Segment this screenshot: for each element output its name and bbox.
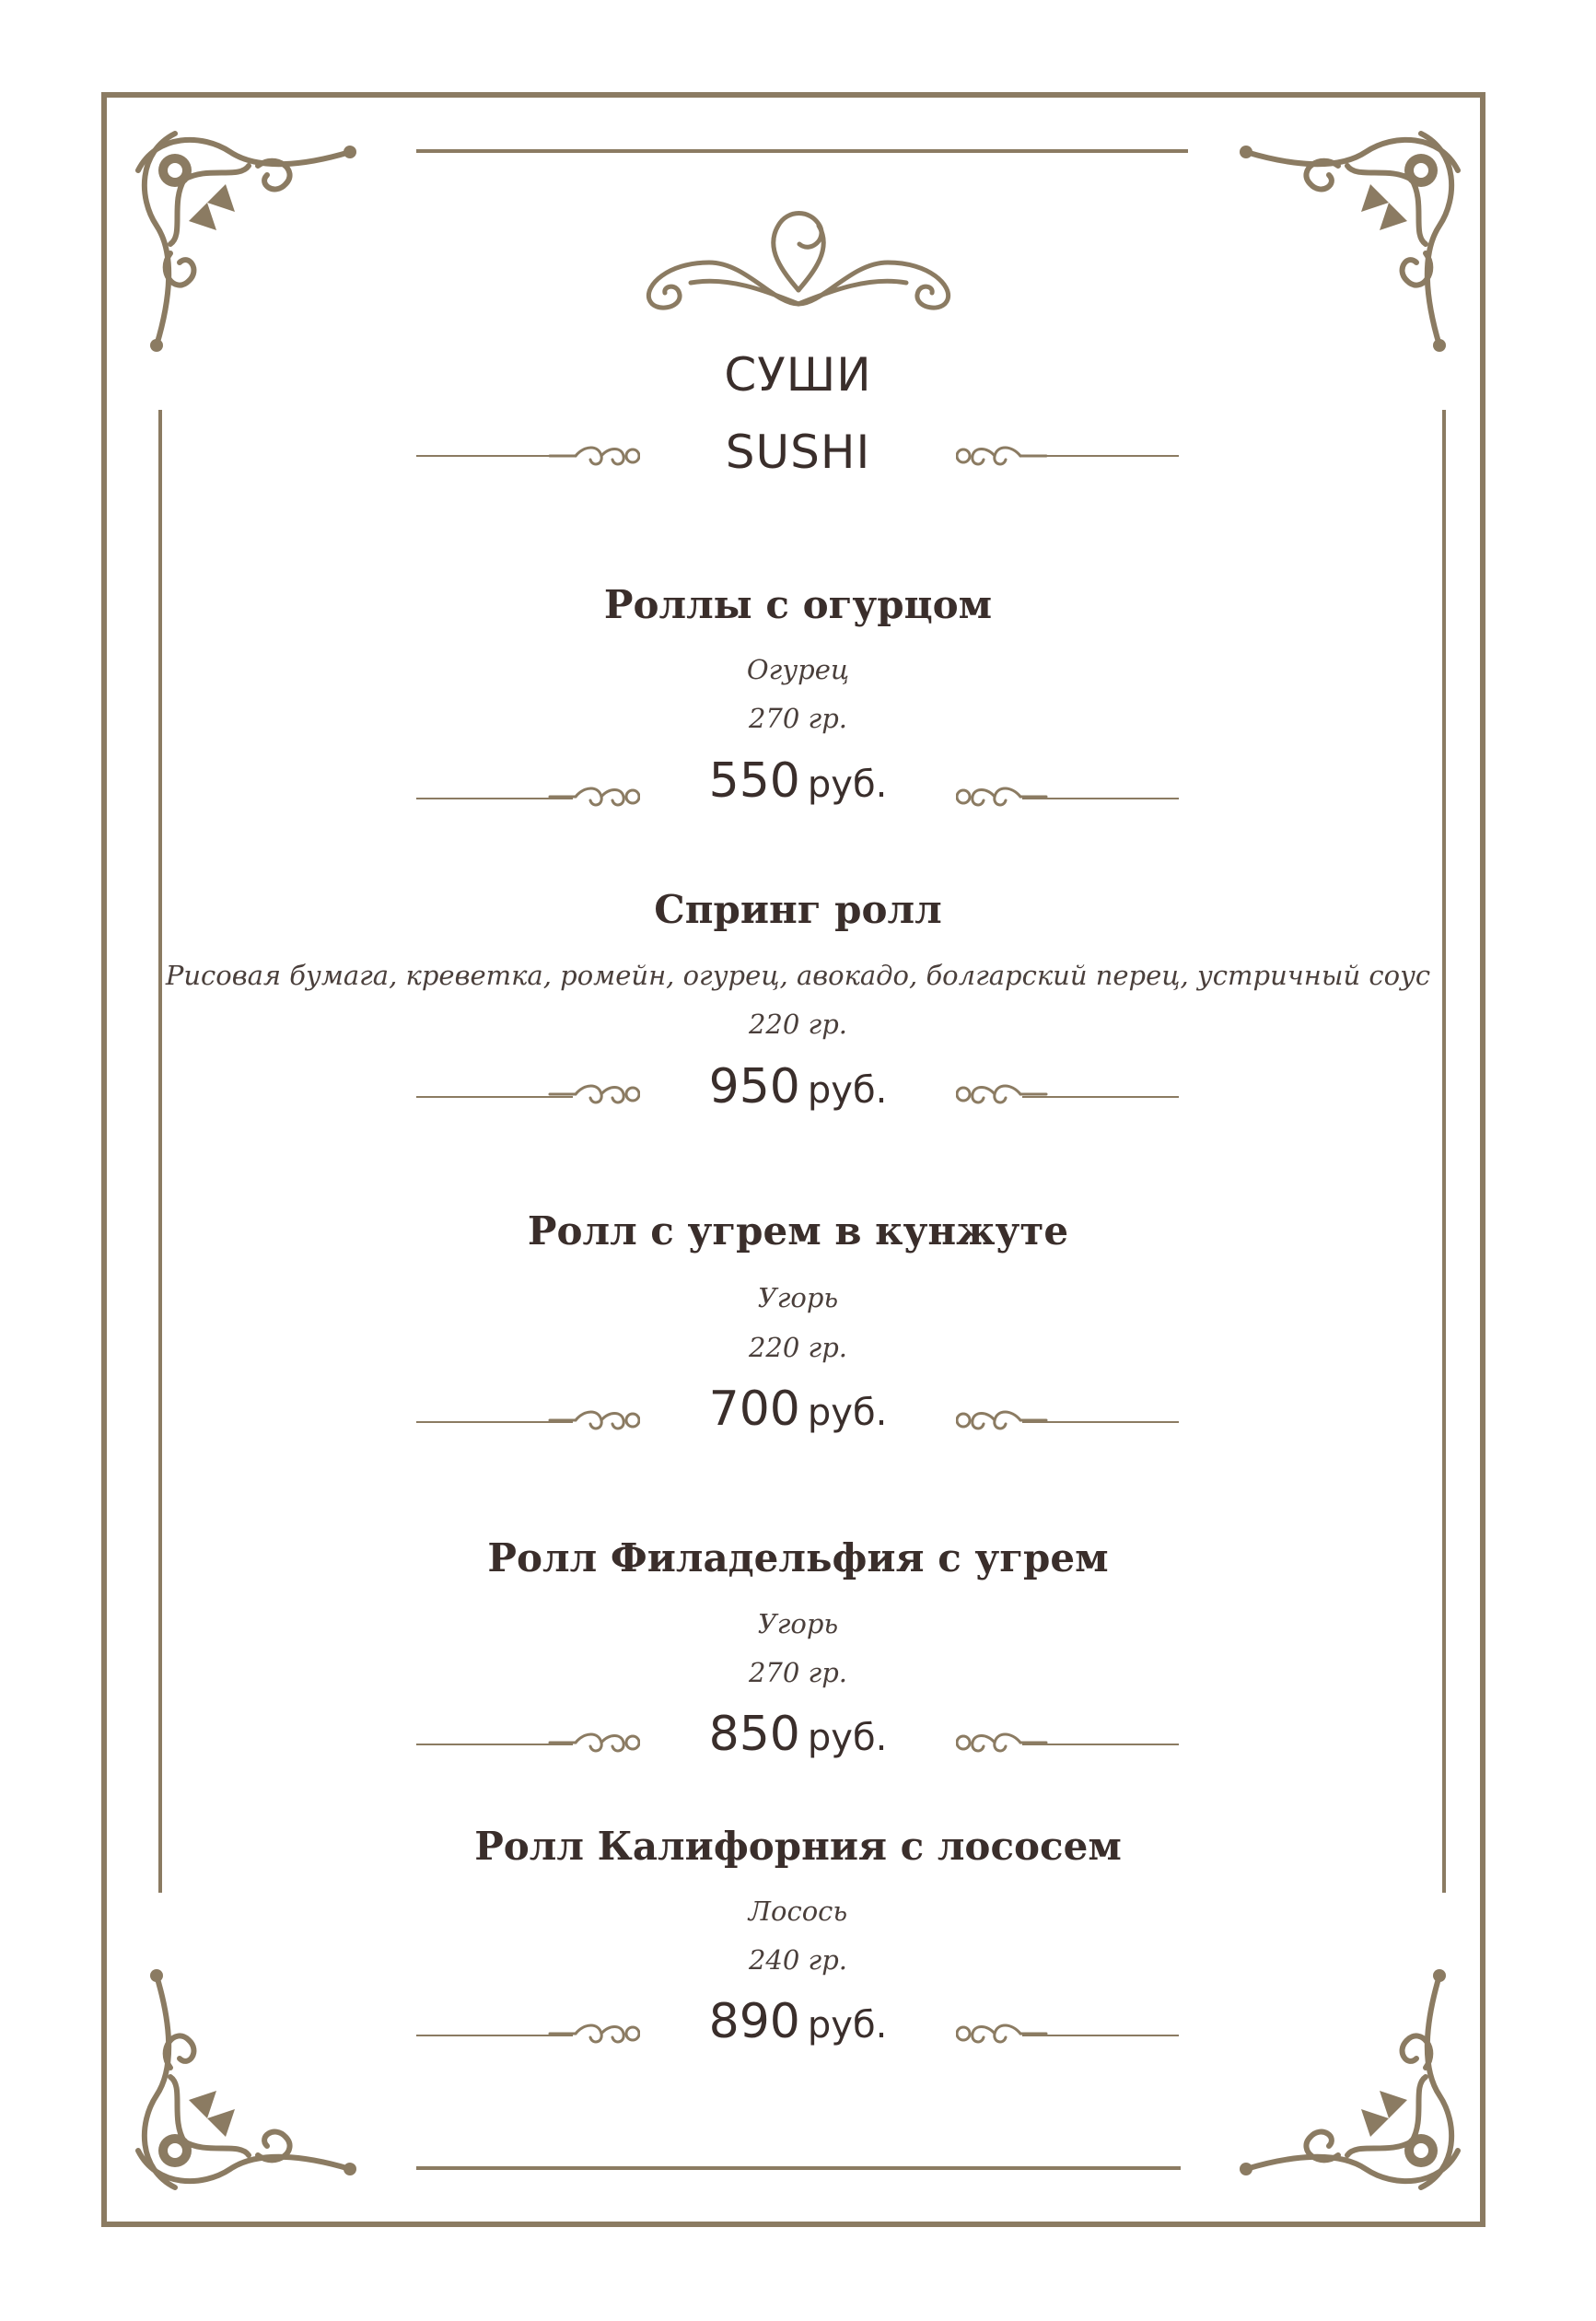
menu-item-price	[0, 1059, 1596, 1114]
bottom-inner-border	[416, 2166, 1181, 2170]
top-inner-border	[416, 149, 1188, 153]
menu-item-name: Роллы с огурцом	[603, 582, 993, 627]
corner-ornament-icon	[120, 115, 378, 373]
flourish-icon	[956, 2015, 1048, 2052]
flourish-icon	[956, 1076, 1048, 1113]
divider-line	[1022, 798, 1179, 799]
corner-ornament-icon	[120, 1948, 378, 2206]
corner-ornament-icon	[1218, 1948, 1476, 2206]
menu-item-weight: 270 гр.	[748, 703, 847, 734]
menu-item-description: Рисовая бумага, креветка, ромейн, огурец, авокадо, болгарский перец, устричный соус	[165, 960, 1431, 991]
menu-item-price	[0, 1994, 1596, 2049]
corner-ornament-icon	[1218, 115, 1476, 373]
price-currency: руб.	[807, 764, 888, 806]
menu-item-price	[0, 1382, 1596, 1437]
flourish-icon	[956, 1724, 1048, 1761]
menu-item-name: Ролл с угрем в кунжуте	[527, 1208, 1069, 1254]
scroll-ornament-icon	[635, 198, 962, 318]
divider-line	[1022, 455, 1179, 457]
price-value: 890	[708, 1994, 800, 2049]
menu-item-description: Угорь	[757, 1282, 839, 1313]
flourish-icon	[548, 437, 640, 474]
menu-item-weight: 220 гр.	[748, 1009, 847, 1040]
flourish-icon	[956, 778, 1048, 815]
menu-item-description: Угорь	[757, 1608, 839, 1639]
menu-item-name: Ролл Калифорния с лососем	[474, 1824, 1122, 1869]
price-currency: руб.	[807, 1392, 888, 1434]
menu-item-weight: 240 гр.	[748, 1944, 847, 1976]
price-value: 850	[708, 1707, 800, 1762]
price-value: 950	[708, 1059, 800, 1114]
price-value: 700	[708, 1382, 800, 1437]
menu-item-weight: 220 гр.	[748, 1332, 847, 1363]
menu-item-name: Спринг ролл	[654, 887, 942, 932]
menu-item-name: Ролл Филадельфия с угрем	[487, 1535, 1109, 1580]
menu-item-price	[0, 753, 1596, 809]
flourish-icon	[956, 1402, 1048, 1439]
divider-line	[1022, 1421, 1179, 1423]
price-currency: руб.	[807, 1069, 888, 1112]
divider-line	[1022, 1096, 1179, 1098]
price-value: 550	[708, 753, 800, 809]
menu-item-price	[0, 1707, 1596, 1762]
price-currency: руб.	[807, 2004, 888, 2047]
menu-item-description: Огурец	[746, 654, 850, 685]
section-title-en: SUSHI	[725, 426, 871, 479]
section-title-ru: СУШИ	[724, 348, 872, 402]
divider-line	[1022, 1744, 1179, 1745]
divider-line	[1022, 2035, 1179, 2036]
menu-item-description: Лосось	[748, 1895, 848, 1927]
menu-item-weight: 270 гр.	[748, 1657, 847, 1688]
price-currency: руб.	[807, 1717, 888, 1759]
